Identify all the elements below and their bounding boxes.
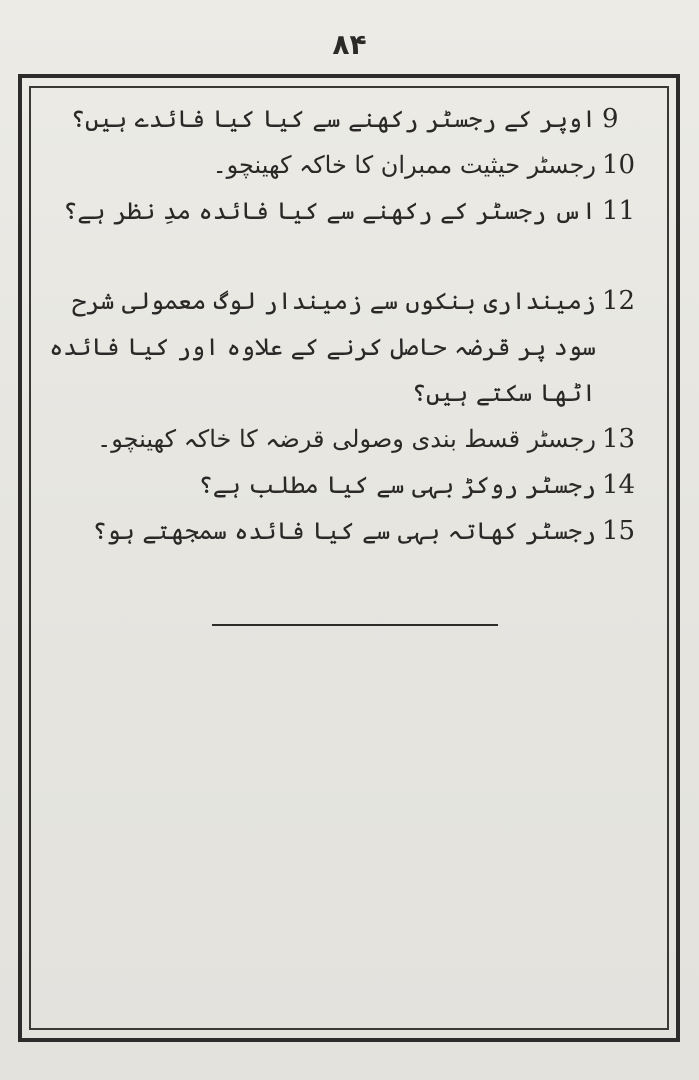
question-item bbox=[40, 508, 658, 554]
question-list bbox=[40, 96, 658, 554]
question-number: 13 bbox=[602, 424, 636, 454]
page-number: ۸۴ bbox=[332, 28, 367, 61]
question-text: رجسٹر روکڑ بہی سے کیا مطلب ہے؟ bbox=[198, 471, 596, 499]
question-item bbox=[40, 96, 658, 142]
question-item bbox=[40, 142, 658, 188]
question-number: 10 bbox=[602, 150, 636, 180]
question-text: اس رجسٹر کے رکھنے سے کیا فائدہ مدِ نظر ہے؟ bbox=[63, 197, 596, 225]
question-number: 9 bbox=[602, 104, 619, 134]
question-text: رجسٹر حیثیت ممبران کا خاکہ کھینچو۔ bbox=[212, 151, 596, 179]
question-item bbox=[40, 462, 658, 508]
question-number: 11 bbox=[602, 196, 636, 226]
question-text: رجسٹر قسط بندی وصولی قرضہ کا خاکہ کھینچو۔ bbox=[97, 425, 596, 453]
question-item bbox=[40, 278, 658, 416]
question-number: 15 bbox=[602, 516, 636, 546]
section-divider bbox=[212, 624, 498, 626]
question-number: 12 bbox=[602, 286, 636, 316]
question-text: اوپر کے رجسٹر رکھنے سے کیا کیا فائدے ہیں؟ bbox=[70, 105, 596, 133]
question-item bbox=[40, 416, 658, 462]
question-item bbox=[40, 188, 658, 278]
question-text: زمینداری بنکوں سے زمیندار لوگ معمولی شرح سود پر قرضہ حاصل کرنے کے علاوہ اور کیا فائدہ اٹھا سکتے ہیں؟ bbox=[49, 287, 596, 407]
question-number: 14 bbox=[602, 470, 636, 500]
question-text: رجسٹر کھاتہ بہی سے کیا فائدہ سمجھتے ہو؟ bbox=[92, 517, 596, 545]
